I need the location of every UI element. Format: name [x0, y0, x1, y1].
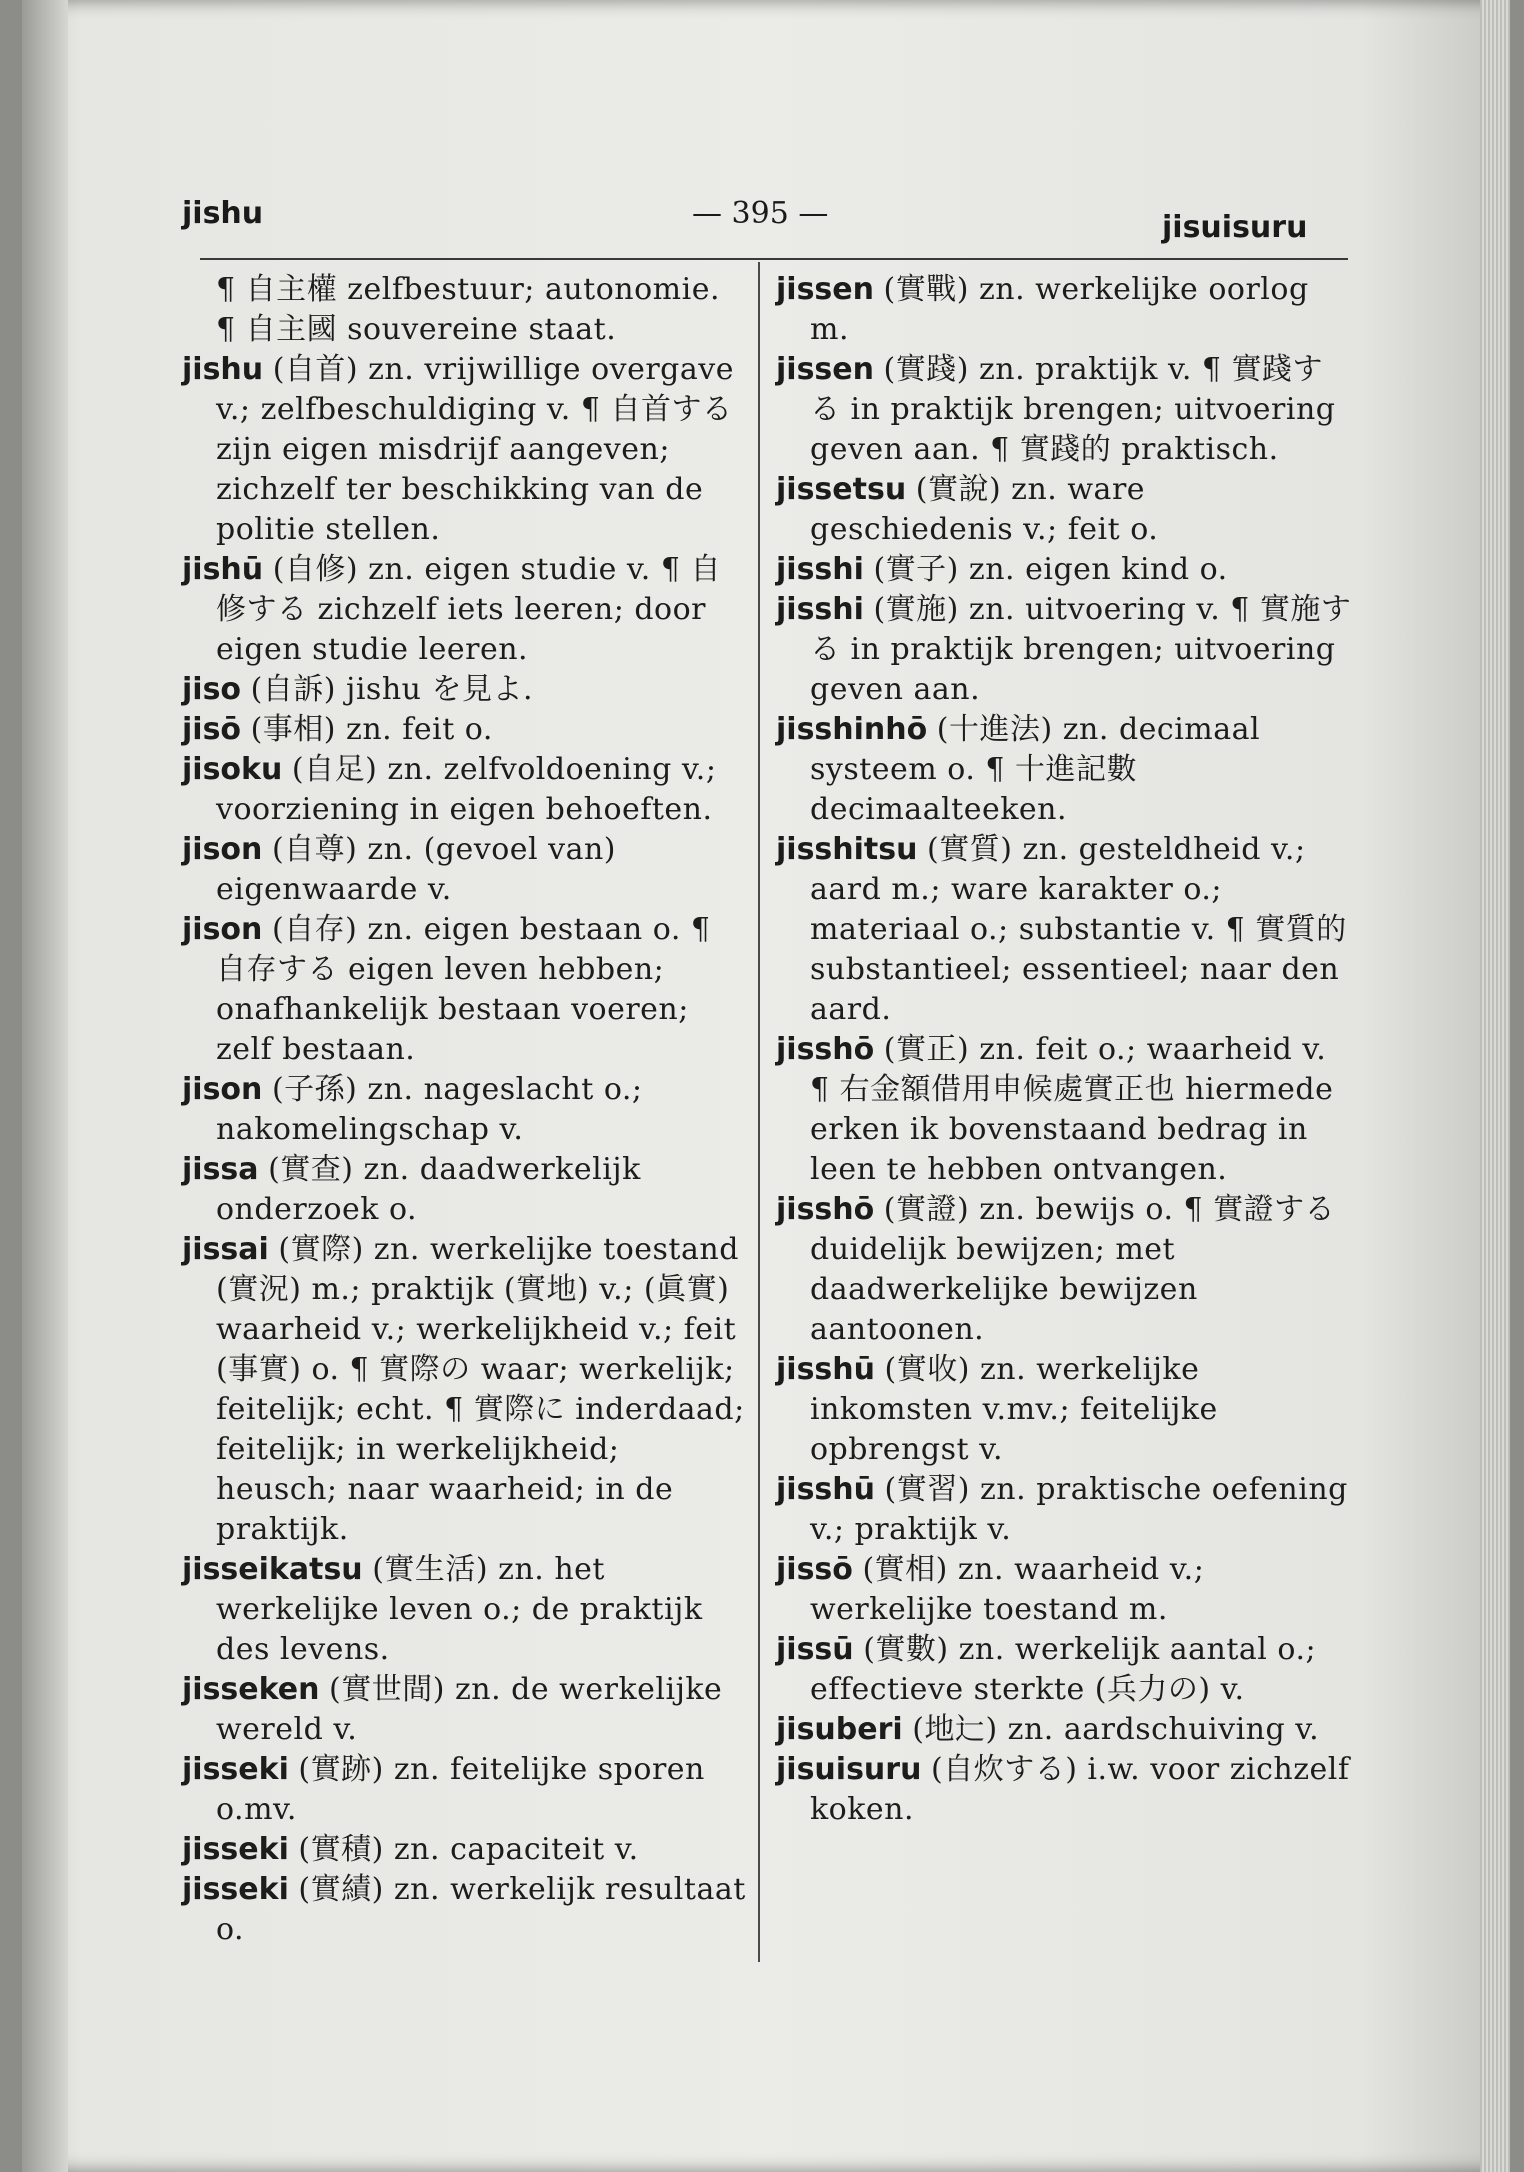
dictionary-entry: jisshō (實正) zn. feit o.; waarheid v. ¶ 右金額借用申候處實正也 hiermede erken ik bovenstaand bedrag in leen te hebben ontvangen. — [776, 1032, 1334, 1187]
dictionary-entry: jissai (實際) zn. werkelijke toestand (實況) m.; praktijk (實地) v.; (眞實) waarheid v.; werkelijkheid v.; feit (事實) o. ¶ 實際の waar; werkelijk; feitelijk; echt. ¶ 實際に inderdaad; feitelijk; in werkelijkheid; heusch; naar waarheid; in de praktijk. — [182, 1232, 745, 1547]
dictionary-entry: jisseki (實績) zn. werkelijk resultaat o. — [182, 1872, 746, 1947]
dictionary-entry: jisshū (實收) zn. werkelijke inkomsten v.mv.; feitelijke opbrengst v. — [776, 1352, 1218, 1467]
dictionary-entry: jisshinhō (十進法) zn. decimaal systeem o. ¶ 十進記數 decimaalteeken. — [776, 712, 1261, 827]
dictionary-entry: jissa (實查) zn. daadwerkelijk onderzoek o. — [182, 1152, 641, 1227]
dictionary-entry: jisseken (實世間) zn. de werkelijke wereld v. — [182, 1672, 723, 1747]
dictionary-entry: jissetsu (實說) zn. ware geschiedenis v.; feit o. — [776, 472, 1159, 547]
column-divider — [758, 262, 760, 1962]
page-header — [22, 196, 1510, 246]
header-rule — [200, 258, 1348, 260]
dictionary-entry: ¶ 自主權 zelfbestuur; autonomie. ¶ 自主國 souvereine staat. — [216, 272, 720, 347]
book-spine-shadow — [22, 0, 68, 2172]
dictionary-entry: jisshū (實習) zn. praktische oefening v.; praktijk v. — [776, 1472, 1348, 1547]
right-column — [776, 270, 1352, 1830]
dictionary-entry: jisoku (自足) zn. zelfvoldoening v.; voorziening in eigen behoeften. — [182, 752, 717, 827]
dictionary-entry: jisō (事相) zn. feit o. — [182, 712, 493, 747]
page-number: — 395 — — [692, 196, 829, 231]
dictionary-entry: jissen (實戰) zn. werkelijke oorlog m. — [776, 272, 1309, 347]
dictionary-entry: jisseki (實跡) zn. feitelijke sporen o.mv. — [182, 1752, 705, 1827]
dictionary-entry: jisseki (實積) zn. capaciteit v. — [182, 1832, 639, 1867]
dictionary-entry: jisshi (實施) zn. uitvoering v. ¶ 實施する in praktijk brengen; uitvoering geven aan. — [776, 592, 1352, 707]
dictionary-entry: jison (子孫) zn. nageslacht o.; nakomelingschap v. — [182, 1072, 643, 1147]
left-column — [182, 270, 748, 1950]
dictionary-entry: jisshō (實證) zn. bewijs o. ¶ 實證する duidelijk bewijzen; met daadwerkelijke bewijzen aantoonen. — [776, 1192, 1336, 1347]
dictionary-entry: jishu (自首) zn. vrijwillige overgave v.; zelfbeschuldiging v. ¶ 自首する zijn eigen misdrijf aangeven; zichzelf ter beschikking van de politie stellen. — [182, 352, 734, 547]
dictionary-entry: jison (自存) zn. eigen bestaan o. ¶ 自存する eigen leven hebben; onafhankelijk bestaan voeren; zelf bestaan. — [182, 912, 711, 1067]
dictionary-entry: jisshi (實子) zn. eigen kind o. — [776, 552, 1228, 587]
dictionary-entry: jissū (實數) zn. werkelijk aantal o.; effectieve sterkte (兵力の) v. — [776, 1632, 1317, 1707]
dictionary-entry: jisuisuru (自炊する) i.w. voor zichzelf koken. — [776, 1752, 1350, 1827]
dictionary-entry: jison (自尊) zn. (gevoel van) eigenwaarde v. — [182, 832, 616, 907]
dictionary-entry: jiso (自訴) jishu を見よ. — [182, 672, 534, 707]
book-page — [22, 0, 1510, 2172]
page-edges — [1480, 0, 1510, 2172]
header-left-headword: jishu — [182, 196, 264, 231]
dictionary-entry: jisseikatsu (實生活) zn. het werkelijke leven o.; de praktijk des levens. — [182, 1552, 703, 1667]
header-right-headword: jisuisuru — [1162, 210, 1308, 245]
dictionary-entry: jishū (自修) zn. eigen studie v. ¶ 自修する zichzelf iets leeren; door eigen studie leeren. — [182, 552, 721, 667]
dictionary-entry: jissō (實相) zn. waarheid v.; werkelijke toestand m. — [776, 1552, 1205, 1627]
dictionary-entry: jisuberi (地辷) zn. aardschuiving v. — [776, 1712, 1320, 1747]
dictionary-entry: jisshitsu (實質) zn. gesteldheid v.; aard m.; ware karakter o.; materiaal o.; substantie v. ¶ 實質的 substantieel; essentieel; naar den aard. — [776, 832, 1347, 1027]
dictionary-entry: jissen (實踐) zn. praktijk v. ¶ 實踐する in praktijk brengen; uitvoering geven aan. ¶ 實踐的 praktisch. — [776, 352, 1336, 467]
